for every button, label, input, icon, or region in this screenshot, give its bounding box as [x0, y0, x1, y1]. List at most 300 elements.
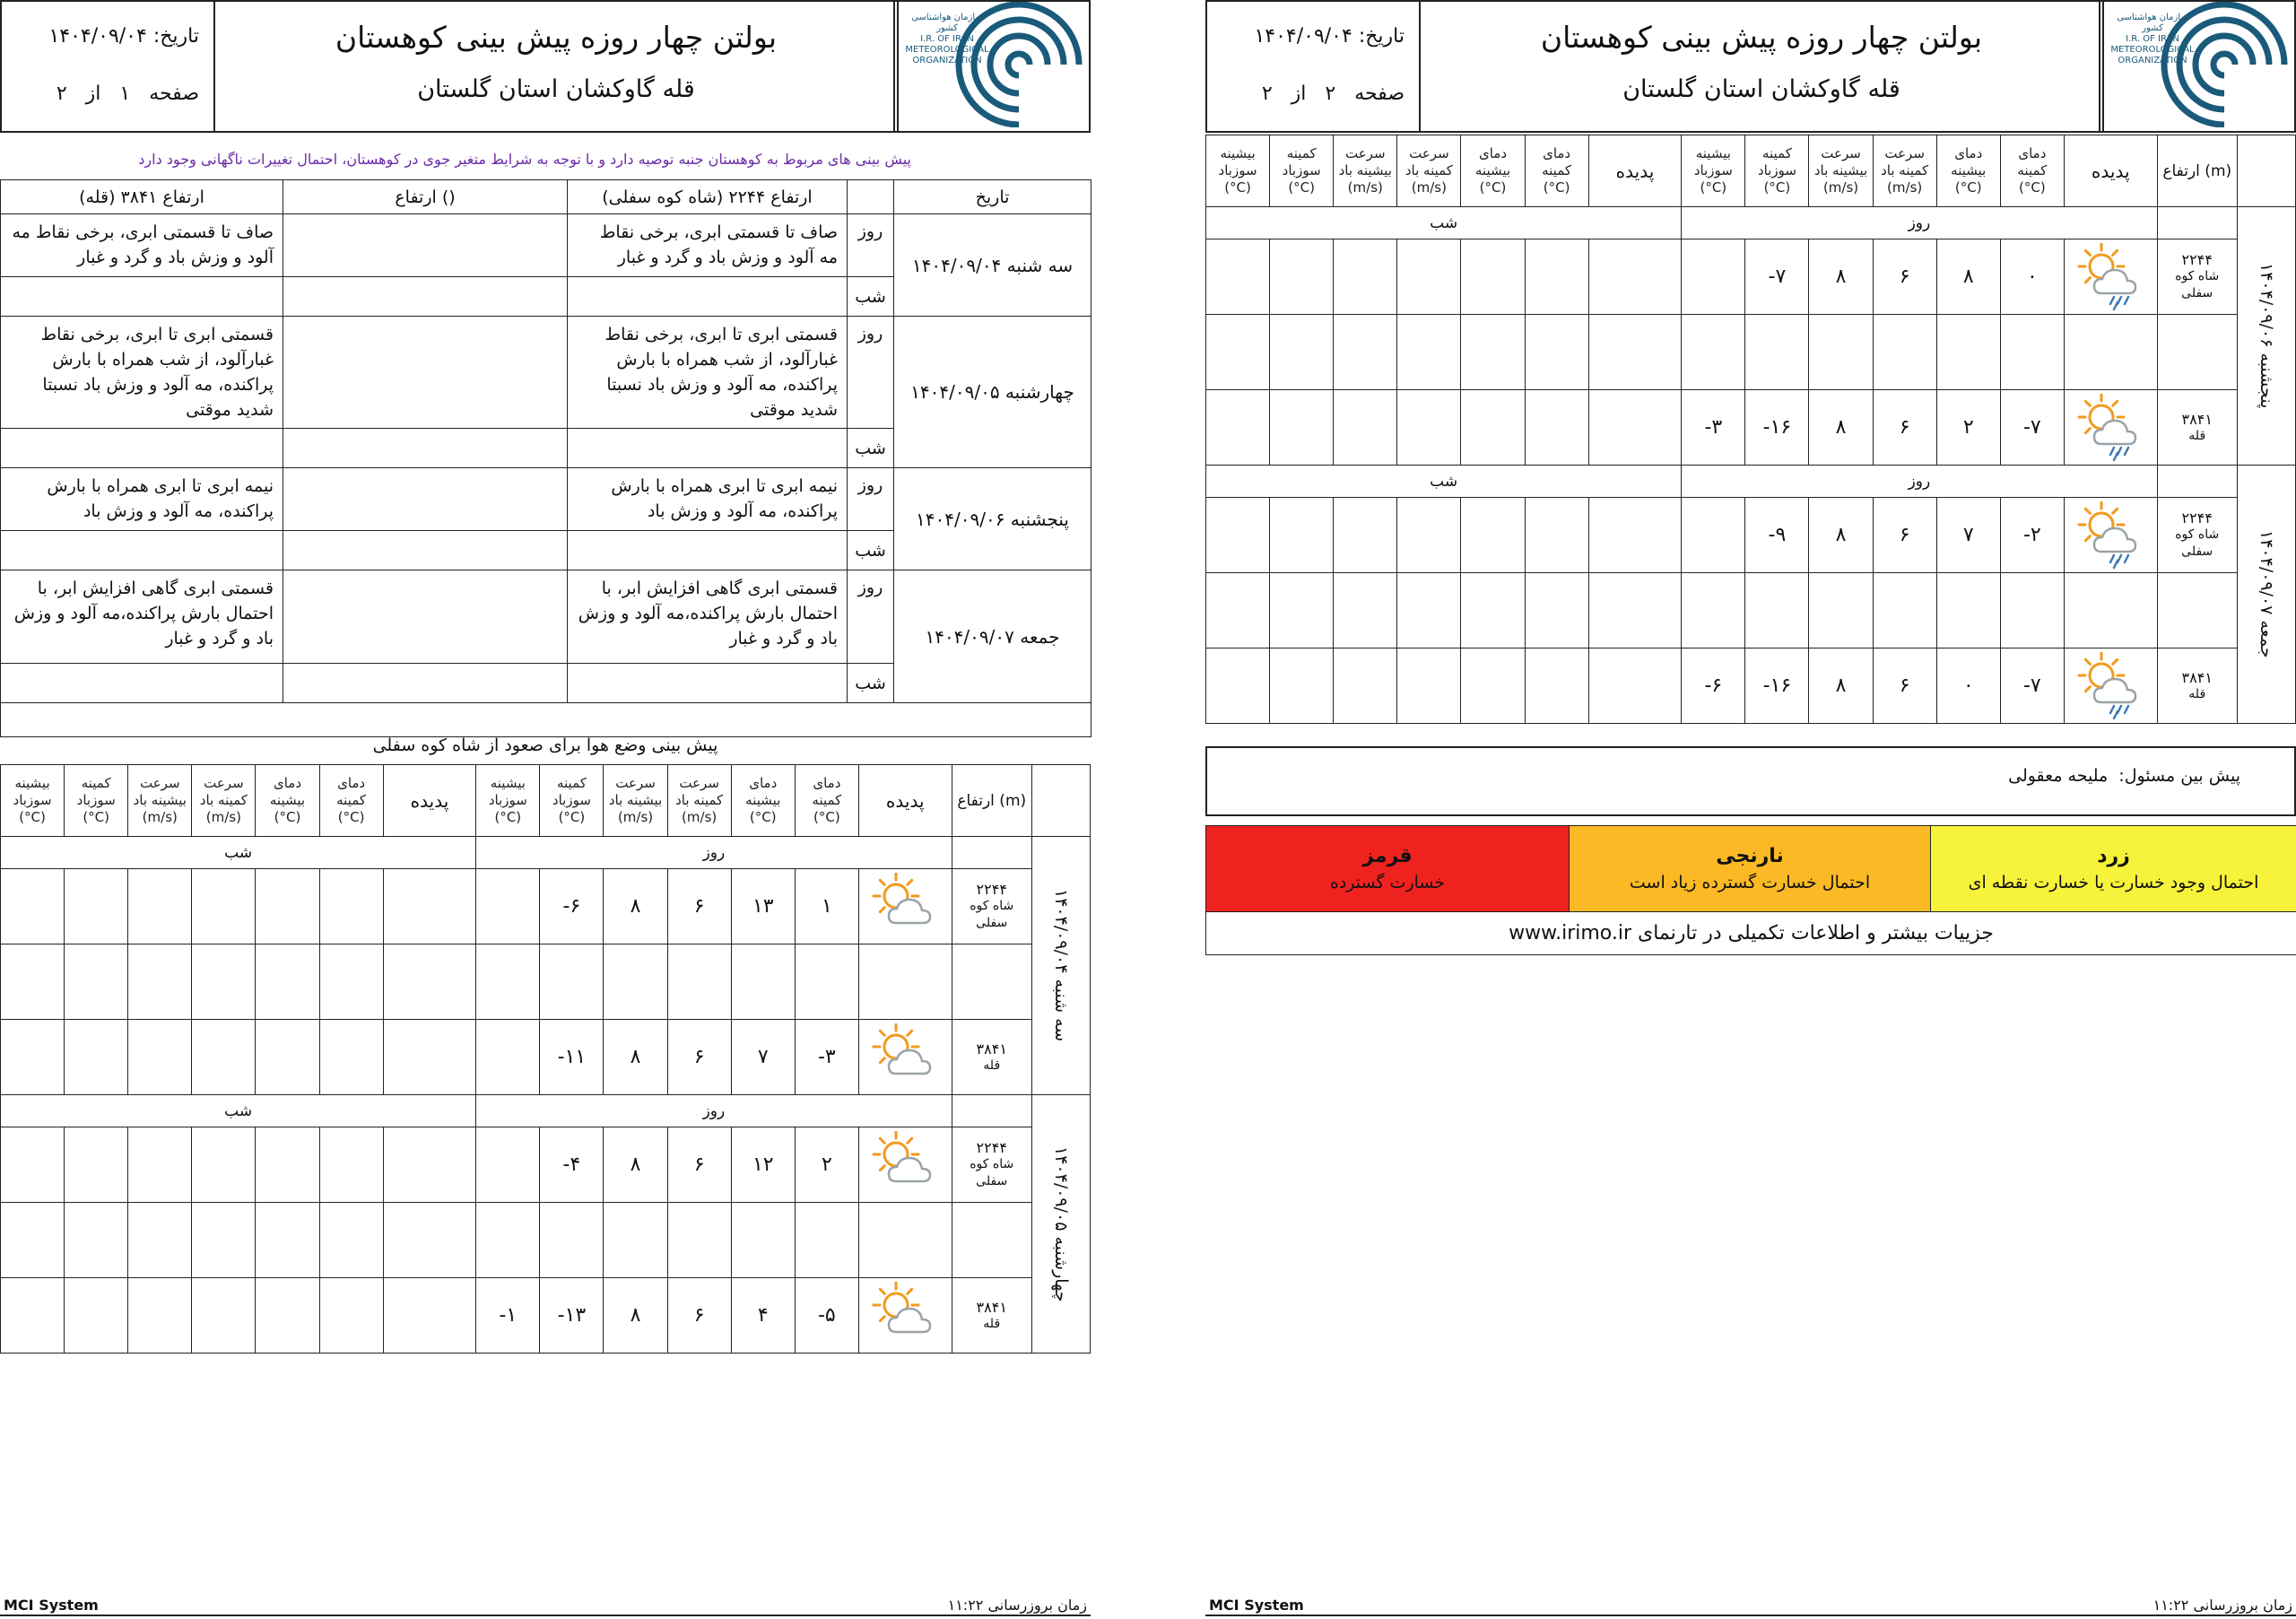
summary-desc-empty [283, 570, 568, 664]
day-value: ۱ [795, 869, 858, 944]
day-value: ۸ [1809, 390, 1873, 466]
summary-desc-3841: قسمتی ابری تا ابری، برخی نقاط غبارآلود، از شب همراه با بارش پراکنده، مه آلود و وزش باد نسبتا شدید موقتی [1, 317, 283, 429]
day-value [667, 1203, 731, 1278]
night-value [319, 869, 383, 944]
day-word: روز [848, 570, 894, 664]
night-value [1588, 239, 1682, 315]
night-value [256, 869, 319, 944]
day-word: روز [848, 468, 894, 531]
night-value [1588, 648, 1682, 724]
header-altitude-empty: ارتفاع () [283, 180, 568, 214]
col-header-altitude: ارتفاع (m) [952, 765, 1031, 837]
day-value [476, 1127, 540, 1203]
day-word: روز [848, 214, 894, 277]
summary-night-3841 [1, 664, 283, 703]
night-band: شب [1206, 207, 1682, 239]
sun-cloud-icon [869, 1131, 941, 1199]
summary-night-empty [283, 277, 568, 317]
night-value [1461, 315, 1525, 390]
logo-line: I.R. OF IRAN [2126, 34, 2179, 44]
summary-desc-3841: قسمتی ابری گاهی افزایش ابر، با احتمال بارش پراکنده،مه آلود و وزش باد و گرد و غبار [1, 570, 283, 664]
altitude-cell [952, 944, 1031, 1020]
day-value: ۲ [795, 1127, 858, 1203]
phenomenon-cell [858, 944, 952, 1020]
altitude-cell: ۳۸۴۱ قله [2157, 390, 2237, 466]
grid-day-label: سه شنبه ۱۴۰۴/۰۹/۰۴ [1031, 837, 1090, 1095]
summary-night-3841 [1, 531, 283, 570]
col-header-phenomenon-day: پدیده [858, 765, 952, 837]
day-value: ۸ [604, 1127, 667, 1203]
night-value [1, 944, 65, 1020]
summary-desc-2244: قسمتی ابری گاهی افزایش ابر، با احتمال بارش پراکنده،مه آلود و وزش باد و گرد و غبار [568, 570, 848, 664]
night-value [256, 1127, 319, 1203]
phenomenon-cell [2064, 498, 2157, 573]
legend-yellow [1931, 826, 2296, 912]
col-header-phenomenon-night: پدیده [1588, 135, 1682, 207]
footer-update-time: زمان بروزرسانی ۱۱:۲۲ [2152, 1597, 2292, 1614]
night-value [65, 1127, 128, 1203]
page-number: ۱ [119, 83, 131, 105]
day-value [795, 1203, 858, 1278]
bulletin-page-1 [0, 0, 1091, 1619]
day-value [1936, 573, 2000, 648]
sun-cloud-rain-icon [2074, 652, 2146, 720]
night-value [1334, 498, 1397, 573]
col-header-max_wind: سرعت بیشینه باد (m/s) [1809, 135, 1873, 207]
day-value: ۱۳ [731, 869, 795, 944]
day-value [476, 944, 540, 1020]
col-header-min_temp: دمای کمینه (°C) [319, 765, 383, 837]
night-value [1525, 315, 1588, 390]
of-label: از [85, 83, 101, 105]
summary-date: چهارشنبه ۱۴۰۴/۰۹/۰۵ [894, 317, 1091, 468]
summary-night-3841 [1, 429, 283, 468]
summary-table [0, 179, 1091, 737]
day-value [2000, 573, 2064, 648]
header-date: تاریخ [894, 180, 1091, 214]
summary-night-2244 [568, 664, 848, 703]
col-header-max_chill: بیشینه سوزباد (°C) [1, 765, 65, 837]
forecaster-name: ملیحه معقولی [2008, 766, 2109, 786]
altitude-cell: ۲۲۴۴ شاه کوه سفلی [952, 869, 1031, 944]
night-value [192, 1203, 256, 1278]
night-value [1206, 648, 1270, 724]
night-value [1, 869, 65, 944]
day-value: -۱۶ [1745, 390, 1809, 466]
day-value [1745, 315, 1809, 390]
col-header-min_chill: کمینه سوزباد (°C) [65, 765, 128, 837]
summary-desc-2244: نیمه ابری تا ابری همراه با بارش پراکنده، مه آلود و وزش باد [568, 468, 848, 531]
night-value [1525, 239, 1588, 315]
day-value: -۵ [795, 1278, 858, 1354]
day-value: -۶ [1682, 648, 1745, 724]
night-value [192, 869, 256, 944]
day-value: -۳ [1682, 390, 1745, 466]
day-value: ۷ [731, 1020, 795, 1095]
page-number: ۲ [1325, 83, 1336, 105]
header-box [1205, 0, 2296, 133]
day-value: ۶ [667, 1020, 731, 1095]
col-header-max_chill: بیشینه سوزباد (°C) [1682, 135, 1745, 207]
col-header-altitude: ارتفاع (m) [2157, 135, 2237, 207]
sun-cloud-icon [869, 1282, 941, 1350]
night-value [1270, 239, 1334, 315]
altitude-cell: ۳۸۴۱ قله [952, 1278, 1031, 1354]
night-value [1270, 573, 1334, 648]
night-value [256, 1278, 319, 1354]
grid-day-label: چهارشنبه ۱۴۰۴/۰۹/۰۵ [1031, 1095, 1090, 1354]
night-word: شب [848, 429, 894, 468]
night-value [1, 1278, 65, 1354]
day-value [2000, 315, 2064, 390]
night-value [65, 1020, 128, 1095]
night-value [383, 1127, 476, 1203]
night-value [128, 1278, 192, 1354]
altitude-cell: ۲۲۴۴ شاه کوه سفلی [2157, 239, 2237, 315]
legend-red-desc: خسارت گسترده [1329, 873, 1446, 892]
sun-cloud-icon [869, 1023, 941, 1092]
altitude-cell: ۲۲۴۴ شاه کوه سفلی [952, 1127, 1031, 1203]
summary-desc-3841: صاف تا قسمتی ابری، برخی نقاط مه آلود و وزش باد و گرد و غبار [1, 214, 283, 277]
day-value: -۱۱ [540, 1020, 604, 1095]
col-header-max_wind: سرعت بیشینه باد (m/s) [1334, 135, 1397, 207]
night-value [1270, 390, 1334, 466]
forecaster-box [1205, 746, 2296, 816]
phenomenon-cell [2064, 573, 2157, 648]
night-value [128, 1020, 192, 1095]
night-value [1397, 498, 1461, 573]
day-value: -۲ [2000, 498, 2064, 573]
page-total: ۲ [1261, 83, 1273, 105]
night-value [65, 1203, 128, 1278]
day-value: ۲ [1936, 390, 2000, 466]
detail-forecast-table [1205, 135, 2296, 724]
date-label: تاریخ: [152, 25, 199, 48]
more-info-link[interactable]: جزییات بیشتر و اطلاعات تکمیلی در تارنمای www.irimo.ir [1206, 912, 2296, 955]
night-value [1525, 390, 1588, 466]
summary-night-empty [283, 429, 568, 468]
night-value [1397, 390, 1461, 466]
night-value [1334, 390, 1397, 466]
altitude-cell [952, 1203, 1031, 1278]
night-value [383, 1020, 476, 1095]
night-band: شب [1, 1095, 476, 1127]
night-value [1525, 573, 1588, 648]
sun-cloud-rain-icon [2074, 243, 2146, 311]
phenomenon-cell [2064, 390, 2157, 466]
day-value: -۷ [1745, 239, 1809, 315]
day-value: -۱۳ [540, 1278, 604, 1354]
legend-red-name: قرمز [1362, 845, 1413, 867]
day-value: ۷ [1936, 498, 2000, 573]
day-value: ۸ [604, 869, 667, 944]
page-total: ۲ [56, 83, 67, 105]
phenomenon-cell [2064, 315, 2157, 390]
summary-desc-empty [283, 468, 568, 531]
night-value [1270, 315, 1334, 390]
logo-line: سازمان هواشناسی کشور [2117, 13, 2188, 33]
phenomenon-cell [858, 1127, 952, 1203]
day-band: روز [476, 837, 952, 869]
night-value [1270, 498, 1334, 573]
col-header-max_chill: بیشینه سوزباد (°C) [1206, 135, 1270, 207]
day-value [1682, 315, 1745, 390]
day-value: ۸ [1809, 648, 1873, 724]
day-value [1936, 315, 2000, 390]
date-value: ۱۴۰۴/۰۹/۰۴ [1254, 25, 1352, 48]
summary-desc-empty [283, 317, 568, 429]
night-band: شب [1206, 466, 1682, 498]
logo [893, 2, 1089, 131]
summary-night-2244 [568, 429, 848, 468]
phenomenon-cell [858, 1203, 952, 1278]
night-value [192, 944, 256, 1020]
night-value [319, 1020, 383, 1095]
logo [2099, 2, 2294, 131]
night-value [1461, 239, 1525, 315]
night-value [1588, 498, 1682, 573]
night-value [1334, 239, 1397, 315]
night-value [65, 1278, 128, 1354]
night-value [1206, 239, 1270, 315]
page-title: بولتن چهار روزه پیش بینی کوهستان [1540, 20, 1983, 55]
night-value [128, 944, 192, 1020]
night-word: شب [848, 664, 894, 703]
night-value [65, 869, 128, 944]
night-value [1525, 498, 1588, 573]
col-header-max_chill: بیشینه سوزباد (°C) [476, 765, 540, 837]
logo-line: ORGANIZATION [2118, 56, 2187, 65]
day-value: ۶ [1873, 648, 1936, 724]
day-value: -۹ [1745, 498, 1809, 573]
page-label: صفحه [1354, 83, 1405, 105]
day-band: روز [1682, 466, 2157, 498]
legend-yellow-name: زرد [2097, 845, 2130, 867]
warning-legend [1205, 825, 2296, 955]
col-header-max_temp: دمای بیشینه (°C) [731, 765, 795, 837]
summary-night-3841 [1, 277, 283, 317]
day-value: ۶ [1873, 239, 1936, 315]
grid-day-label: جمعه ۱۴۰۴/۰۹/۰۷ [2237, 466, 2295, 724]
day-value: -۱۶ [1745, 648, 1809, 724]
night-value [1588, 573, 1682, 648]
col-header-max_temp: دمای بیشینه (°C) [1461, 135, 1525, 207]
detail-title: پیش بینی وضع هوا برای صعود از شاه کوه سفلی [372, 736, 718, 755]
night-value [319, 944, 383, 1020]
night-value [128, 1127, 192, 1203]
night-value [1588, 390, 1682, 466]
day-value [604, 1203, 667, 1278]
phenomenon-cell [2064, 239, 2157, 315]
night-value [383, 944, 476, 1020]
col-header-min_wind: سرعت کمینه باد (m/s) [1397, 135, 1461, 207]
night-value [1588, 315, 1682, 390]
day-value [476, 1020, 540, 1095]
footer-system: MCI System [4, 1597, 99, 1614]
col-header-min_wind: سرعت کمینه باد (m/s) [1873, 135, 1936, 207]
night-value [128, 1203, 192, 1278]
day-band: روز [476, 1095, 952, 1127]
logo-line: سازمان هواشناسی کشور [911, 13, 983, 33]
night-value [1206, 315, 1270, 390]
date-label: تاریخ: [1358, 25, 1405, 48]
night-value [1461, 648, 1525, 724]
day-value: -۷ [2000, 390, 2064, 466]
night-value [383, 1278, 476, 1354]
night-value [1206, 390, 1270, 466]
day-value: ۶ [667, 1278, 731, 1354]
logo-line: I.R. OF IRAN [920, 34, 974, 44]
night-value [128, 869, 192, 944]
day-value [476, 1203, 540, 1278]
night-value [1397, 573, 1461, 648]
sun-cloud-rain-icon [2074, 394, 2146, 462]
night-value [192, 1278, 256, 1354]
night-band: شب [1, 837, 476, 869]
col-header-min_chill: کمینه سوزباد (°C) [540, 765, 604, 837]
summary-desc-2244: قسمتی ابری تا ابری، برخی نقاط غبارآلود، از شب همراه با بارش پراکنده، مه آلود و وزش باد نسبتا شدید موقتی [568, 317, 848, 429]
col-header-phenomenon-night: پدیده [383, 765, 476, 837]
day-value: -۳ [795, 1020, 858, 1095]
night-value [319, 1127, 383, 1203]
day-value: ۸ [1809, 498, 1873, 573]
page-title: بولتن چهار روزه پیش بینی کوهستان [335, 20, 778, 55]
legend-orange [1570, 826, 1931, 912]
summary-date: سه شنبه ۱۴۰۴/۰۹/۰۴ [894, 214, 1091, 317]
col-header-max_temp: دمای بیشینه (°C) [1936, 135, 2000, 207]
night-value [1206, 573, 1270, 648]
phenomenon-cell [858, 869, 952, 944]
summary-desc-empty [283, 214, 568, 277]
day-value: -۴ [540, 1127, 604, 1203]
night-value [192, 1127, 256, 1203]
bulletin-page-2 [1205, 0, 2296, 1619]
notice-text: پیش بینی های مربوط به کوهستان جنبه توصیه دارد و با توجه به شرایط متغیر جوی در کوهستان، احتمال تغییرات ناگهانی وجود دارد [138, 151, 911, 168]
header-box [0, 0, 1091, 133]
night-value [1334, 315, 1397, 390]
day-value [731, 944, 795, 1020]
night-value [1397, 239, 1461, 315]
day-value: ۶ [667, 1127, 731, 1203]
day-band: روز [1682, 207, 2157, 239]
day-value: ۶ [1873, 498, 1936, 573]
day-value: ۱۲ [731, 1127, 795, 1203]
day-value [1873, 573, 1936, 648]
day-value: ۸ [1809, 239, 1873, 315]
day-value: ۸ [604, 1278, 667, 1354]
night-value [319, 1278, 383, 1354]
legend-orange-name: نارنجی [1716, 845, 1784, 867]
sun-cloud-icon [869, 873, 941, 941]
legend-yellow-desc: احتمال وجود خسارت یا خسارت نقطه ای [1968, 873, 2259, 892]
forecaster-label: پیش بین مسئول: [2118, 766, 2240, 786]
night-value [1270, 648, 1334, 724]
night-word: شب [848, 531, 894, 570]
night-value [383, 1203, 476, 1278]
col-header-max_wind: سرعت بیشینه باد (m/s) [604, 765, 667, 837]
phenomenon-cell [858, 1278, 952, 1354]
day-value [1873, 315, 1936, 390]
day-value: -۶ [540, 869, 604, 944]
night-value [1206, 498, 1270, 573]
legend-red [1206, 826, 1570, 912]
altitude-cell: ۲۲۴۴ شاه کوه سفلی [2157, 498, 2237, 573]
night-value [1461, 498, 1525, 573]
day-value [667, 944, 731, 1020]
logo-line: METEOROLOGICAL [905, 45, 989, 55]
col-header-min_chill: کمینه سوزباد (°C) [1745, 135, 1809, 207]
grid-day-label: پنجشنبه ۱۴۰۴/۰۹/۰۶ [2237, 207, 2295, 466]
summary-night-empty [283, 664, 568, 703]
night-value [1461, 573, 1525, 648]
summary-desc-2244: صاف تا قسمتی ابری، برخی نقاط مه آلود و وزش باد و گرد و غبار [568, 214, 848, 277]
page-subtitle: قله گاوکشان استان گلستان [417, 75, 695, 103]
summary-night-2244 [568, 277, 848, 317]
night-value [1397, 315, 1461, 390]
day-value: ۰ [1936, 648, 2000, 724]
altitude-cell [2157, 315, 2237, 390]
night-value [1334, 573, 1397, 648]
day-value [604, 944, 667, 1020]
date-value: ۱۴۰۴/۰۹/۰۴ [48, 25, 147, 48]
night-value [1, 1203, 65, 1278]
header-altitude-3841: ارتفاع ۳۸۴۱ (قله) [1, 180, 283, 214]
night-value [1525, 648, 1588, 724]
night-word: شب [848, 277, 894, 317]
night-value [1, 1127, 65, 1203]
footer-update-time: زمان بروزرسانی ۱۱:۲۲ [947, 1597, 1087, 1614]
day-value: ۶ [667, 869, 731, 944]
night-value [256, 1020, 319, 1095]
col-header-min_wind: سرعت کمینه باد (m/s) [667, 765, 731, 837]
day-value: ۶ [1873, 390, 1936, 466]
night-value [1461, 390, 1525, 466]
col-header-min_temp: دمای کمینه (°C) [1525, 135, 1588, 207]
day-word: روز [848, 317, 894, 429]
altitude-cell [2157, 573, 2237, 648]
footer-system: MCI System [1209, 1597, 1304, 1614]
day-value: -۷ [2000, 648, 2064, 724]
col-header-max_wind: سرعت بیشینه باد (m/s) [128, 765, 192, 837]
day-value [1745, 573, 1809, 648]
night-value [256, 944, 319, 1020]
col-header-min_wind: سرعت کمینه باد (m/s) [192, 765, 256, 837]
legend-orange-desc: احتمال خسارت گسترده زیاد است [1629, 873, 1871, 892]
phenomenon-cell [858, 1020, 952, 1095]
sun-cloud-rain-icon [2074, 501, 2146, 570]
altitude-cell: ۳۸۴۱ قله [2157, 648, 2237, 724]
day-value: ۴ [731, 1278, 795, 1354]
summary-night-empty [283, 531, 568, 570]
day-value [1682, 239, 1745, 315]
col-header-min_temp: دمای کمینه (°C) [795, 765, 858, 837]
night-value [319, 1203, 383, 1278]
night-value [1334, 648, 1397, 724]
day-value [540, 944, 604, 1020]
summary-date: پنجشنبه ۱۴۰۴/۰۹/۰۶ [894, 468, 1091, 570]
col-header-min_temp: دمای کمینه (°C) [2000, 135, 2064, 207]
logo-line: METEOROLOGICAL [2110, 45, 2195, 55]
altitude-cell: ۳۸۴۱ قله [952, 1020, 1031, 1095]
day-value: ۸ [604, 1020, 667, 1095]
day-value [1682, 573, 1745, 648]
summary-night-2244 [568, 531, 848, 570]
col-header-phenomenon-day: پدیده [2064, 135, 2157, 207]
day-value [1809, 315, 1873, 390]
summary-date: جمعه ۱۴۰۴/۰۹/۰۷ [894, 570, 1091, 703]
page-subtitle: قله گاوکشان استان گلستان [1622, 75, 1900, 103]
day-value [540, 1203, 604, 1278]
